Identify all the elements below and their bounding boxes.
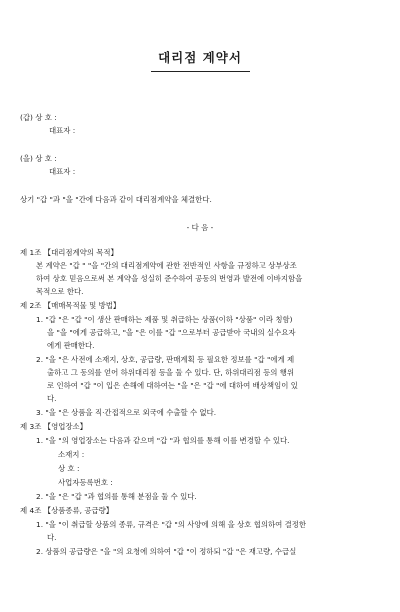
article-3-item-1: 1. "을 "의 영업장소는 다음과 같으며 "갑 "과 협의를 통해 이를 변경할 수 있다. [36, 436, 290, 445]
article-2-heading: 제 2조 【매매목적물 및 방법】 [20, 301, 121, 310]
intro-text: 상기 "갑 "과 "을 "간에 다음과 같이 대리점계약을 체결한다. [20, 195, 212, 204]
article-2-item-2-cont: 출하고 그 동의를 얻어 하위대리점 등을 둘 수 있다. 단, 하위대리점 등의 행위 [47, 368, 295, 377]
document-title: 대리점 계약서 [158, 50, 242, 65]
article-4-heading: 제 4조 【상품종류, 공급량】 [20, 506, 114, 515]
article-1-line: 본 계약은 "갑 " "을 "간의 대리점계약에 관한 전반적인 사항을 규정하고 상부상조 [36, 261, 297, 270]
article-2-item-1-cont: 에게 판매한다. [47, 341, 95, 350]
article-1-line: 하여 상호 믿음으로써 본 계약을 성실히 준수하여 공동의 번영과 발전에 이바지함을 [36, 274, 303, 283]
article-3-field-bizno: 사업자등록번호 : [58, 478, 113, 487]
article-2-item-1-cont: 을 "을 "에게 공급하고, "을 "은 이를 "갑 "으로부터 공급받아 국내의 실수요자 [47, 328, 296, 337]
article-2-item-3: 3. "을 "은 상품을 직·간접적으로 외국에 수출할 수 없다. [36, 408, 217, 417]
party-a-name-label: (갑) 상 호 : [20, 113, 57, 122]
article-3-heading: 제 3조 【영업장소】 [20, 422, 88, 431]
title-underline [151, 71, 250, 72]
party-b-name-label: (을) 상 호 : [20, 154, 57, 163]
article-3-field-name: 상 호 : [58, 464, 80, 473]
party-a-rep-label: 대표자 : [49, 126, 76, 135]
article-4-item-1: 1. "을 "이 취급할 상품의 종류, 규격은 "갑 "의 사양에 의해 을 상호 협의하여 결정한 [36, 520, 307, 529]
article-3-item-2: 2. "을 "은 "갑 "과 협의를 통해 분점을 둘 수 있다. [36, 492, 197, 501]
article-2-item-1: 1. "갑 "은 "갑 "이 생산 판매하는 제품 및 취급하는 상품(이하 "상품" 이라 칭함) [36, 315, 293, 324]
article-4-item-1-cont: 다. [47, 533, 57, 542]
article-1-heading: 제 1조 【대리점계약의 목적】 [20, 248, 118, 257]
article-3-field-address: 소재지 : [58, 450, 85, 459]
party-b-rep-label: 대표자 : [49, 167, 76, 176]
article-2-item-2-cont: 다. [47, 394, 57, 403]
article-1-line: 목적으로 한다. [36, 287, 84, 296]
article-2-item-2: 2. "을 "은 사전에 소재지, 상호, 공급량, 판매계획 등 필요한 정보를 "갑 "에게 제 [36, 355, 295, 364]
article-4-item-2: 2. 상품의 공급량은 "을 "의 요청에 의하여 "갑 "이 정하되 "갑 "은 재고량, 수급실 [36, 547, 297, 556]
section-divider: - 다 음 - [186, 223, 214, 232]
article-2-item-2-cont: 로 인하여 "갑 "이 입은 손해에 대하여는 "을 "은 "갑 "에 대하여 배상책임이 있 [47, 381, 298, 390]
